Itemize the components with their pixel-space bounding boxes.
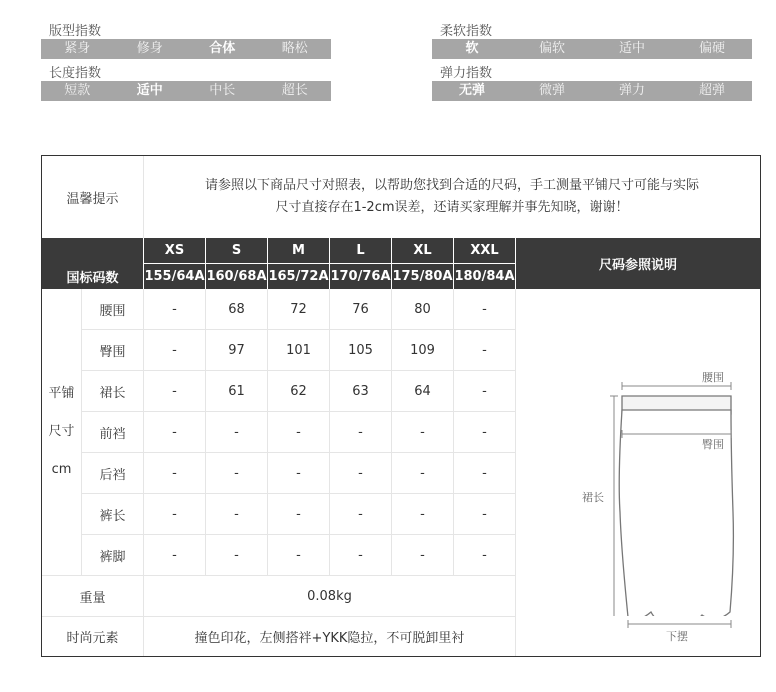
measure-cell: - bbox=[268, 494, 330, 535]
fit-index-title: 版型指数 bbox=[49, 24, 102, 39]
intl-size-l: 170/76A bbox=[330, 264, 392, 289]
softness-option: 适中 bbox=[618, 41, 645, 56]
flat-size-label bbox=[42, 289, 82, 576]
softness-index-bar bbox=[432, 39, 752, 59]
size-header-m: M bbox=[268, 238, 330, 264]
measure-cell: 61 bbox=[206, 371, 268, 412]
measure-cell: - bbox=[144, 371, 206, 412]
length-label: 裙长 bbox=[582, 491, 604, 504]
length-index-title: 长度指数 bbox=[49, 66, 102, 81]
measure-cell: - bbox=[144, 453, 206, 494]
measure-cell: - bbox=[330, 412, 392, 453]
intl-size-xl: 175/80A bbox=[392, 264, 454, 289]
notice-text bbox=[144, 156, 760, 238]
measure-cell: 101 bbox=[268, 330, 330, 371]
intl-size-m: 165/72A bbox=[268, 264, 330, 289]
flat-size-line-2: 尺寸 bbox=[48, 424, 75, 439]
measure-row-label: 后裆 bbox=[82, 453, 144, 494]
softness-option: 软 bbox=[465, 41, 479, 56]
measure-cell: - bbox=[454, 535, 516, 576]
weight-value: 0.08kg bbox=[144, 576, 516, 617]
size-header-xs: XS bbox=[144, 238, 206, 264]
measure-cell: - bbox=[144, 412, 206, 453]
measure-cell: - bbox=[330, 494, 392, 535]
waist-label: 腰围 bbox=[702, 371, 724, 384]
hip-label: 臀围 bbox=[702, 438, 724, 451]
intl-size-s: 160/68A bbox=[206, 264, 268, 289]
measure-cell: 63 bbox=[330, 371, 392, 412]
measure-cell: - bbox=[268, 453, 330, 494]
measure-cell: - bbox=[392, 535, 454, 576]
style-value: 撞色印花，左侧搭袢+YKK隐拉，不可脱卸里衬 bbox=[144, 617, 516, 656]
softness-option: 偏硬 bbox=[698, 41, 725, 56]
notice-label: 温馨提示 bbox=[42, 156, 144, 238]
measure-cell: - bbox=[454, 453, 516, 494]
size-header-s: S bbox=[206, 238, 268, 264]
flat-size-line-3: cm bbox=[51, 462, 72, 477]
size-header-xxl: XXL bbox=[454, 238, 516, 264]
fit-index-bar bbox=[41, 39, 331, 59]
intl-size-xs: 155/64A bbox=[144, 264, 206, 289]
measure-cell: - bbox=[144, 494, 206, 535]
measure-cell: - bbox=[206, 494, 268, 535]
measure-cell: - bbox=[144, 535, 206, 576]
measure-cell: - bbox=[454, 412, 516, 453]
hem-label: 下摆 bbox=[666, 630, 688, 643]
measure-cell: 105 bbox=[330, 330, 392, 371]
measure-row-label: 裤长 bbox=[82, 494, 144, 535]
measure-cell: 97 bbox=[206, 330, 268, 371]
size-header-l: L bbox=[330, 238, 392, 264]
intl-size-xxl: 180/84A bbox=[454, 264, 516, 289]
measure-cell: - bbox=[206, 453, 268, 494]
notice-line-2: 尺寸直接存在1-2cm误差，还请买家理解并事先知晓，谢谢！ bbox=[275, 200, 629, 215]
length-index-bar bbox=[41, 81, 331, 101]
size-reference-label: 尺码参照说明 bbox=[516, 238, 760, 289]
size-header-corner bbox=[42, 238, 144, 264]
measure-row-label: 裤脚 bbox=[82, 535, 144, 576]
measure-cell: - bbox=[454, 494, 516, 535]
measure-cell: - bbox=[144, 330, 206, 371]
measure-cell: 62 bbox=[268, 371, 330, 412]
fit-option: 合体 bbox=[209, 41, 236, 56]
weight-label: 重量 bbox=[42, 576, 144, 617]
measure-cell: - bbox=[330, 453, 392, 494]
measure-cell: - bbox=[392, 412, 454, 453]
measure-cell: - bbox=[330, 535, 392, 576]
measure-cell: 76 bbox=[330, 289, 392, 330]
stretch-option: 无弹 bbox=[458, 83, 485, 98]
stretch-option: 弹力 bbox=[618, 83, 645, 98]
length-option: 超长 bbox=[281, 83, 308, 98]
measure-cell: 68 bbox=[206, 289, 268, 330]
size-header-xl: XL bbox=[392, 238, 454, 264]
stretch-option: 微弹 bbox=[538, 83, 565, 98]
measure-row-label: 臀围 bbox=[82, 330, 144, 371]
length-option: 适中 bbox=[136, 83, 163, 98]
style-label: 时尚元素 bbox=[42, 617, 144, 656]
measure-cell: 80 bbox=[392, 289, 454, 330]
notice-line-1: 请参照以下商品尺寸对照表，以帮助您找到合适的尺码，手工测量平铺尺寸可能与实际 bbox=[204, 178, 699, 193]
measure-cell: 64 bbox=[392, 371, 454, 412]
flat-size-line-1: 平铺 bbox=[48, 386, 75, 401]
stretch-option: 超弹 bbox=[698, 83, 725, 98]
measure-cell: - bbox=[454, 330, 516, 371]
fit-option: 紧身 bbox=[64, 41, 91, 56]
softness-option: 偏软 bbox=[538, 41, 565, 56]
fit-option: 略松 bbox=[281, 41, 308, 56]
length-option: 短款 bbox=[64, 83, 91, 98]
measure-cell: 72 bbox=[268, 289, 330, 330]
measure-cell: - bbox=[206, 535, 268, 576]
softness-index-title: 柔软指数 bbox=[440, 24, 493, 39]
measure-cell: - bbox=[268, 412, 330, 453]
stretch-index-title: 弹力指数 bbox=[440, 66, 493, 81]
measure-row-label: 前裆 bbox=[82, 412, 144, 453]
size-table bbox=[41, 155, 761, 657]
skirt-diagram bbox=[516, 316, 760, 616]
measure-cell: - bbox=[206, 412, 268, 453]
measure-cell: - bbox=[268, 535, 330, 576]
measure-row-label: 腰围 bbox=[82, 289, 144, 330]
measure-cell: 109 bbox=[392, 330, 454, 371]
fit-option: 修身 bbox=[136, 41, 163, 56]
measure-cell: - bbox=[144, 289, 206, 330]
measure-cell: - bbox=[392, 453, 454, 494]
hem-dimension bbox=[516, 616, 760, 656]
measure-cell: - bbox=[454, 371, 516, 412]
measure-cell: - bbox=[392, 494, 454, 535]
length-option: 中长 bbox=[209, 83, 236, 98]
measure-cell: - bbox=[454, 289, 516, 330]
intl-size-label: 国标码数 bbox=[42, 264, 144, 289]
stretch-index-bar bbox=[432, 81, 752, 101]
measure-row-label: 裙长 bbox=[82, 371, 144, 412]
